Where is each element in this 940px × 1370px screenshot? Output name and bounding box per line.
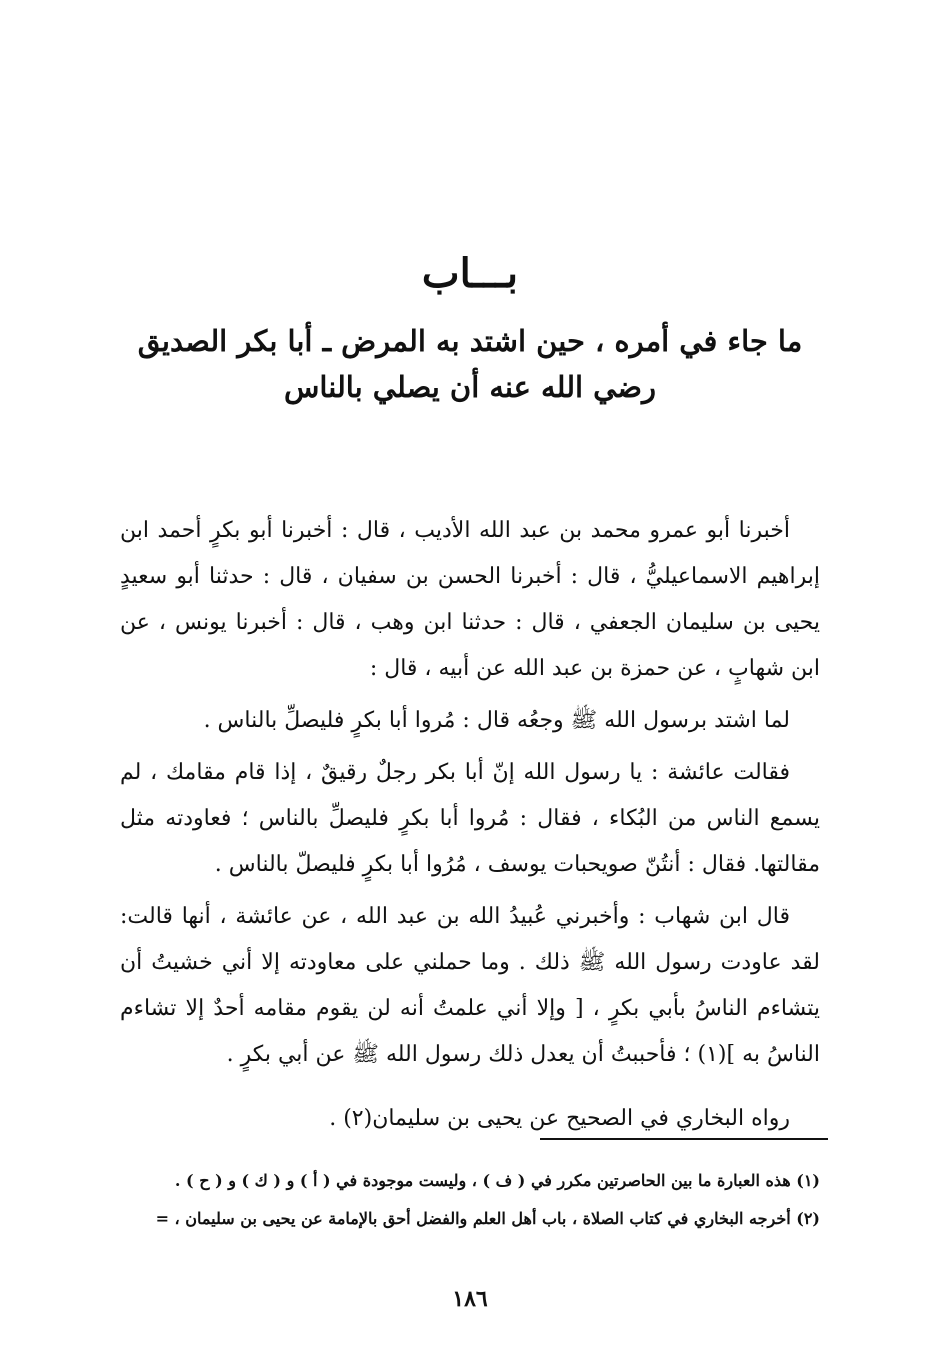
footnote-divider: [540, 1138, 828, 1140]
chapter-subtitle: ما جاء في أمره ، حين اشتد به المرض ـ أبا بكر الصديق رضي الله عنه أن يصلي بالناس: [137, 324, 803, 404]
footnote-1: (١) هذه العبارة ما بين الحاصرتين مكرر في ( ف ) ، وليست موجودة في ( أ ) و ( ك ) و ( ح ) .: [174, 1171, 820, 1190]
chapter-heading: بـــاب: [421, 250, 519, 297]
paragraph-prophet-order: لما اشتد برسول الله ﷺ وجعُه قال : مُروا أبا بكرٍ فليصلِّ بالناس .: [203, 708, 790, 733]
page-number: ١٨٦: [452, 1286, 488, 1312]
footnotes: [110, 1162, 820, 1238]
paragraph-ibn-shihab: قال ابن شهاب : وأخبرني عُبيدُ الله بن عبد الله ، عن عائشة ، أنها قالت: لقد عاودت رسول الله ﷺ ذلك . وما حملني على معاودته إلا أني خشيتُ أن يتشاءم الناسُ بأبي بكرٍ ، [ وإلا أني علمتُ أنه لن يقوم مقامه أحدٌ إلا تشاءم الناسُ به ](١) ؛ فأحببتُ أن يعدل ذلك رسول الله ﷺ عن أبي بكرٍ .: [120, 904, 820, 1067]
paragraph-bukhari-reference: رواه البخاري في الصحيح عن يحيى بن سليمان(٢) .: [329, 1106, 790, 1131]
footnote-2: (٢) أخرجه البخاري في كتاب الصلاة ، باب أهل العلم والفضل أحق بالإمامة عن يحيى بن سليمان ، =: [155, 1209, 820, 1228]
body-text: [120, 508, 820, 1148]
paragraph-aisha-reply: فقالت عائشة : يا رسول الله إنّ أبا بكر رجلٌ رقيقٌ ، إذا قام مقامك ، لم يسمع الناس من البُكاء ، فقال : مُروا أبا بكرٍ فليصلِّ بالناس ؛ فعاودته مثل مقالتها. فقال : أنتُنّ صويحبات يوسف ، مُرُوا أبا بكرٍ فليصلّ بالناس .: [120, 760, 820, 877]
paragraph-isnad: أخبرنا أبو عمرو محمد بن عبد الله الأديب ، قال : أخبرنا أبو بكرٍ أحمد ابن إبراهيم الاسماعيليُّ ، قال : أخبرنا الحسن بن سفيان ، قال : حدثنا أبو سعيدٍ يحيى بن سليمان الجعفي ، قال : حدثنا ابن وهب ، قال : أخبرنا يونس ، عن ابن شهابٍ ، عن حمزة بن عبد الله عن أبيه ، قال :: [120, 518, 820, 681]
